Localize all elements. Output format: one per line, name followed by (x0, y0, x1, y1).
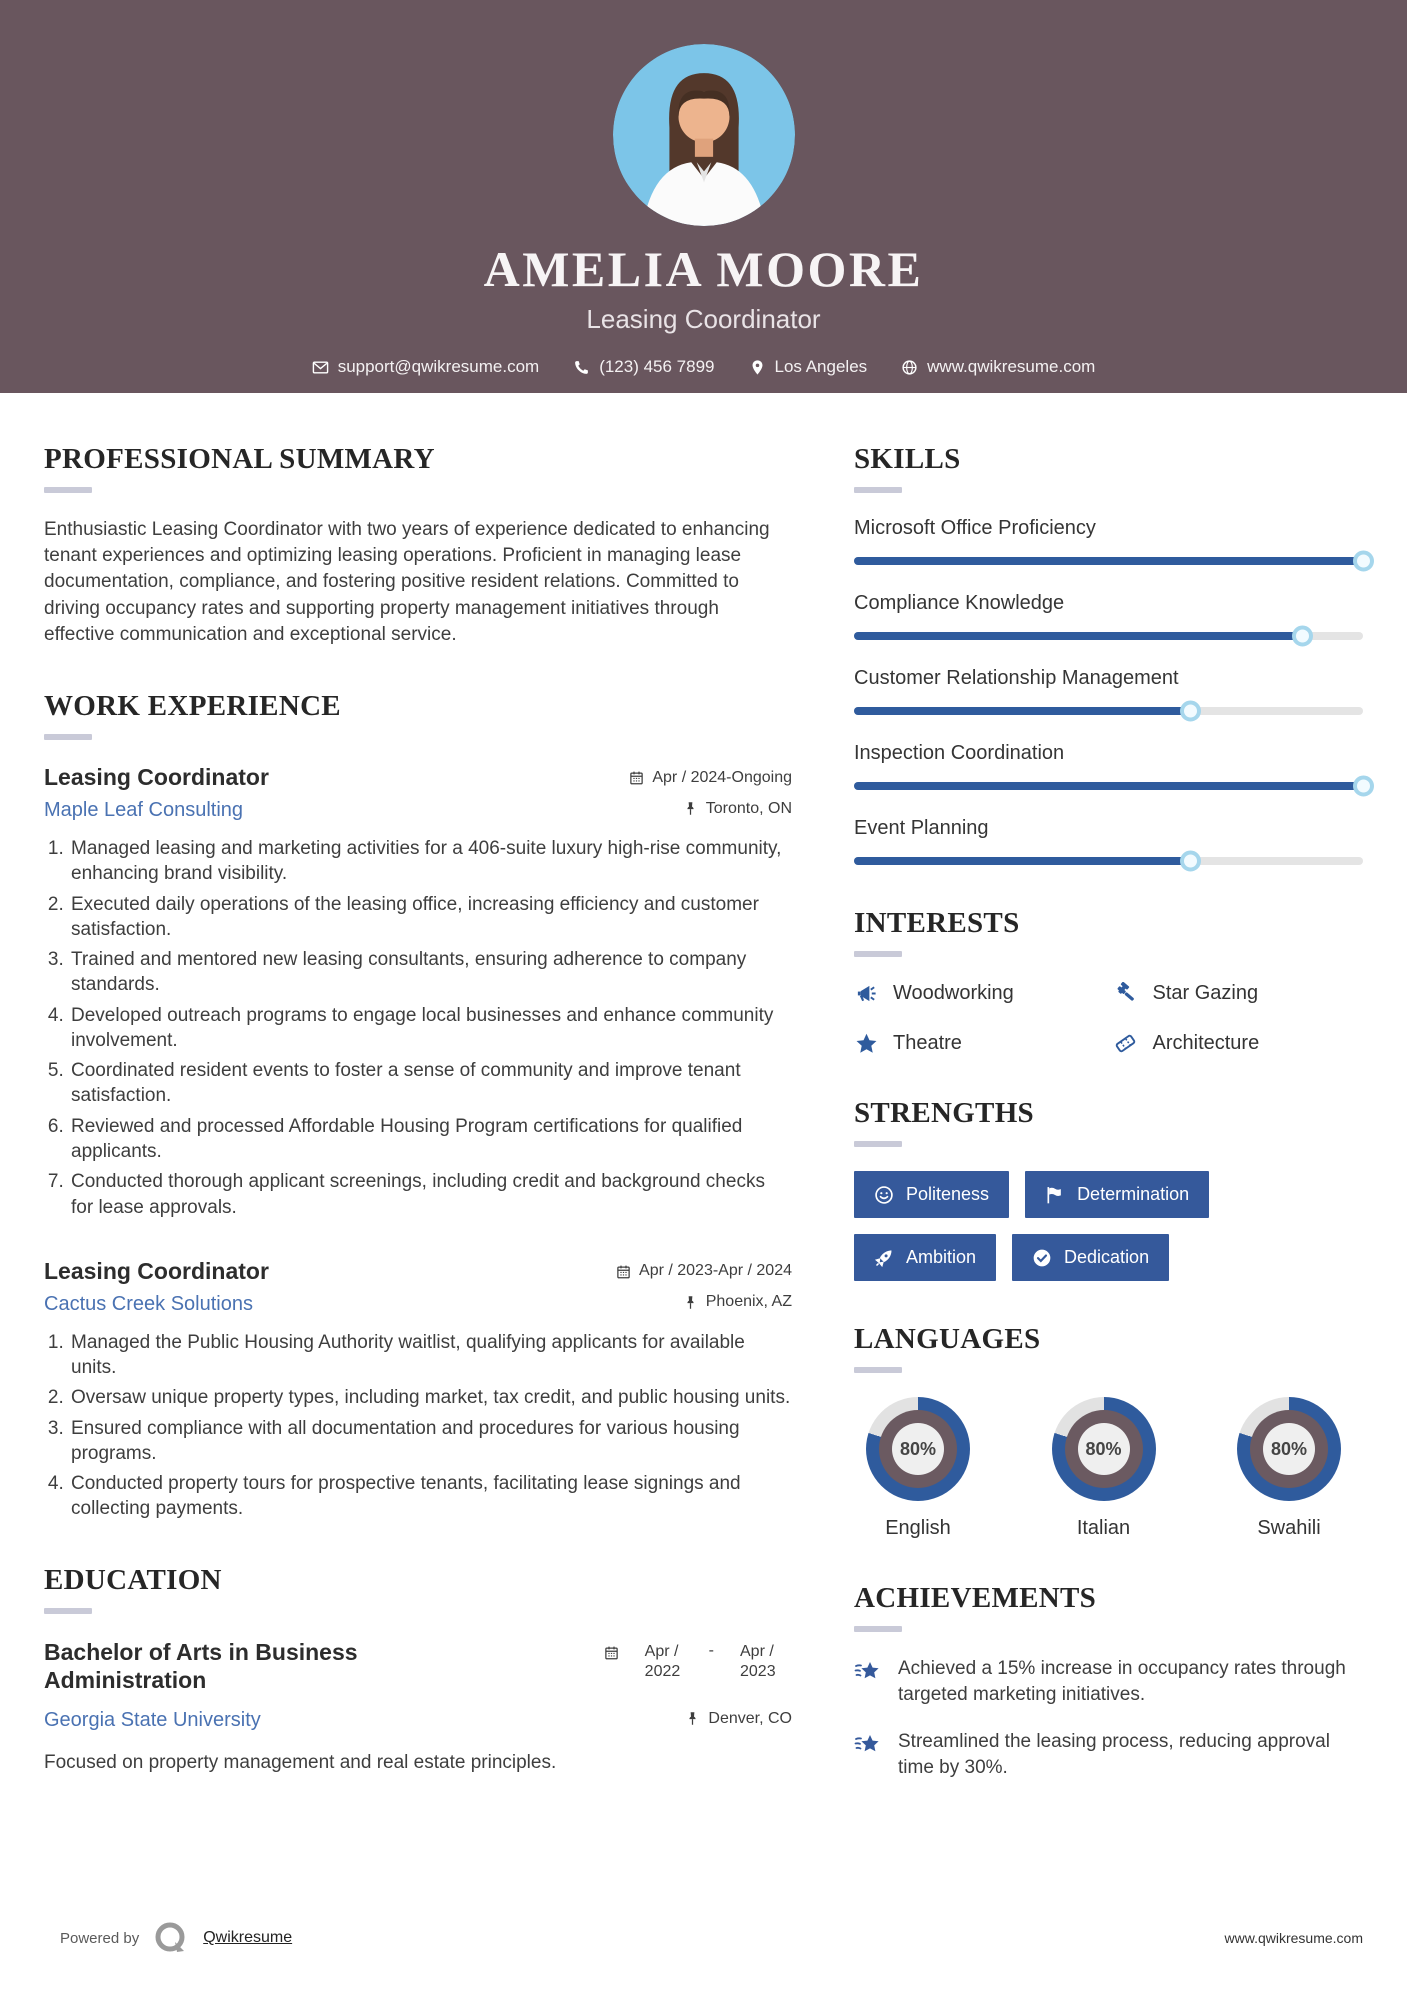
job-bullet: 3. Trained and mentored new leasing consultants, ensuring adherence to company standards. (69, 947, 792, 998)
skill-bar (854, 857, 1363, 865)
job-bullet: 7. Conducted thorough applicant screenings, including credit and background checks for lease approvals. (69, 1169, 792, 1220)
heading-underline (854, 1141, 902, 1147)
strength-label: Politeness (906, 1184, 990, 1204)
language-item (1040, 1397, 1168, 1540)
section-achievements (854, 1582, 1363, 1781)
language-donut-chart (1052, 1397, 1156, 1501)
job-bullet: 4. Conducted property tours for prospective tenants, facilitating lease signings and collecting payments. (69, 1471, 792, 1522)
language-label: Swahili (1257, 1517, 1321, 1539)
heading-underline (44, 1608, 92, 1614)
page-footer (0, 1904, 1407, 1990)
heading-underline (854, 1626, 902, 1632)
job-bullet: 4. Developed outreach programs to engage local businesses and enhance community involvement. (69, 1003, 792, 1054)
job-title: Leasing Coordinator (44, 1257, 269, 1284)
job-location (683, 1293, 792, 1311)
heading-underline (854, 487, 902, 493)
shooting-star-icon (854, 1658, 882, 1686)
achievement-text: Achieved a 15% increase in occupancy rates through targeted marketing initiatives. (898, 1658, 1346, 1705)
footer-website: www.qwikresume.com (1224, 1930, 1363, 1946)
skill-bar (854, 707, 1363, 715)
job-dates (616, 1262, 792, 1280)
job-dates-text: Apr / 2023-Apr / 2024 (639, 1262, 792, 1280)
profile-photo-illustration (613, 44, 795, 226)
language-percent: 80% (1078, 1423, 1130, 1475)
heading-underline (854, 1367, 902, 1373)
skill-fill (854, 632, 1302, 640)
gavel-icon (1114, 981, 1138, 1005)
language-item (854, 1397, 982, 1540)
degree-title: Bachelor of Arts in Business Administration (44, 1638, 358, 1694)
skill-slider-handle (1180, 701, 1201, 722)
skill-bar (854, 632, 1363, 640)
powered-by-text: Powered by (60, 1929, 140, 1947)
languages-heading: LANGUAGES (854, 1323, 1041, 1355)
contact-location (749, 357, 868, 377)
skill-item (854, 742, 1363, 790)
interest-item (1114, 981, 1364, 1005)
skill-label: Microsoft Office Proficiency (854, 517, 1096, 539)
section-professional-summary (44, 443, 792, 648)
language-label: Italian (1076, 1517, 1131, 1539)
job-bullet: 1. Managed the Public Housing Authority waitlist, qualifying applicants for available units. (69, 1330, 792, 1381)
skill-slider-handle (1353, 551, 1374, 572)
company-link[interactable]: Maple Leaf Consulting (44, 799, 244, 822)
strength-badge (854, 1234, 996, 1281)
interest-item (854, 981, 1104, 1005)
person-title: Leasing Coordinator (586, 304, 821, 334)
job-location (683, 800, 792, 818)
flag-icon (1045, 1185, 1065, 1205)
megaphone-icon (854, 981, 878, 1005)
education-date-separator: - (708, 1641, 714, 1659)
interest-item (854, 1031, 1104, 1055)
section-strengths (854, 1097, 1363, 1281)
job-entry (44, 1258, 792, 1522)
language-donut-chart (866, 1397, 970, 1501)
job-bullet: 3. Ensured compliance with all documentation and procedures for various housing programs. (69, 1416, 792, 1467)
language-percent: 80% (1263, 1423, 1315, 1475)
contact-website[interactable] (901, 357, 1095, 377)
language-donut-chart (1237, 1397, 1341, 1501)
strength-label: Ambition (906, 1247, 977, 1267)
job-bullet: 1. Managed leasing and marketing activities for a 406-suite luxury high-rise community, enhancing brand visibility. (69, 836, 792, 887)
skill-label: Compliance Knowledge (854, 592, 1065, 614)
strength-badge (1025, 1171, 1209, 1218)
language-item (1225, 1397, 1353, 1540)
strength-label: Dedication (1064, 1247, 1150, 1267)
education-date-start: Apr / 2022 (644, 1642, 681, 1681)
strength-label: Determination (1077, 1184, 1190, 1204)
skill-bar (854, 557, 1363, 565)
skill-fill (854, 557, 1363, 565)
skill-item (854, 592, 1363, 640)
contact-location-text: Los Angeles (774, 357, 868, 376)
heading-underline (44, 487, 92, 493)
interest-label: Architecture (1152, 1031, 1260, 1054)
section-education (44, 1564, 792, 1777)
skill-item (854, 517, 1363, 565)
qwikresume-brand-link[interactable]: Qwikresume (203, 1929, 293, 1946)
job-bullet-list (44, 1330, 792, 1522)
section-interests (854, 907, 1363, 1055)
job-dates (629, 769, 792, 787)
skill-slider-handle (1180, 851, 1201, 872)
contact-website-text: www.qwikresume.com (927, 357, 1096, 376)
heading-underline (44, 734, 92, 740)
job-bullet: 2. Oversaw unique property types, including market, tax credit, and public housing units. (69, 1385, 792, 1410)
contact-phone[interactable] (573, 357, 714, 377)
interest-label: Theatre (893, 1031, 962, 1054)
company-link[interactable]: Cactus Creek Solutions (44, 1292, 253, 1315)
star-icon (854, 1031, 878, 1055)
education-date-end: Apr / 2023 (740, 1642, 776, 1681)
skill-label: Inspection Coordination (854, 742, 1065, 764)
shooting-star-icon (854, 1731, 882, 1759)
interest-label: Woodworking (893, 981, 1014, 1004)
education-heading: EDUCATION (44, 1563, 222, 1596)
summary-text: Enthusiastic Leasing Coordinator with two years of experience dedicated to enhancing tenant experiences and optimizing leasing operations. Proficient in managing lease documentation, compliance, and fostering positive resident relations. Committed to driving occupancy rates and supporting property management initiatives through effective communication and exceptional service. (44, 519, 770, 645)
summary-heading: PROFESSIONAL SUMMARY (44, 443, 435, 475)
skill-slider-handle (1292, 626, 1313, 647)
strength-badge (854, 1171, 1009, 1218)
interests-heading: INTERESTS (854, 907, 1020, 939)
contact-phone-text: (123) 456 7899 (599, 357, 715, 376)
school-link[interactable]: Georgia State University (44, 1709, 261, 1732)
job-title: Leasing Coordinator (44, 764, 269, 791)
skill-bar (854, 782, 1363, 790)
skill-fill (854, 707, 1190, 715)
interest-item (1114, 1031, 1364, 1055)
experience-heading: WORK EXPERIENCE (44, 690, 341, 723)
strength-badge (1012, 1234, 1169, 1281)
ticket-icon (1114, 1031, 1138, 1055)
calendar-icon (616, 1264, 631, 1279)
job-bullet: 5. Coordinated resident events to foster a sense of community and improve tenant satisfaction. (69, 1058, 792, 1109)
thumbtack-icon (683, 801, 698, 816)
achievement-item (854, 1656, 1363, 1707)
job-bullet: 6. Reviewed and processed Affordable Housing Program certifications for qualified applicants. (69, 1114, 792, 1165)
left-column (44, 443, 792, 1823)
education-location-text: Denver, CO (708, 1709, 792, 1727)
achievements-heading: ACHIEVEMENTS (854, 1582, 1097, 1614)
phone-icon (573, 359, 590, 376)
location-pin-icon (749, 359, 766, 376)
smiley-icon (874, 1185, 894, 1205)
contact-email[interactable] (312, 357, 540, 377)
section-work-experience (44, 690, 792, 1522)
interest-label: Star Gazing (1152, 981, 1259, 1004)
calendar-icon (604, 1645, 619, 1660)
resume-header (0, 0, 1407, 393)
job-dates-text: Apr / 2024-Ongoing (652, 768, 792, 786)
skills-heading: SKILLS (854, 443, 961, 475)
strengths-heading: STRENGTHS (854, 1097, 1034, 1129)
contact-email-text: support@qwikresume.com (337, 357, 540, 376)
achievement-text: Streamlined the leasing process, reducing approval time by 30%. (898, 1731, 1330, 1778)
skill-fill (854, 782, 1363, 790)
resume-body (0, 393, 1407, 1823)
section-languages (854, 1323, 1363, 1540)
section-skills (854, 443, 1363, 865)
job-location-text: Phoenix, AZ (705, 1293, 792, 1311)
skill-item (854, 817, 1363, 865)
profile-photo (613, 44, 795, 226)
education-description: Focused on property management and real estate principles. (44, 1752, 557, 1774)
achievement-item (854, 1729, 1363, 1780)
right-column (854, 443, 1363, 1823)
skill-label: Event Planning (854, 817, 989, 839)
language-percent: 80% (892, 1423, 944, 1475)
calendar-icon (629, 770, 644, 785)
job-entry (44, 764, 792, 1220)
skill-label: Customer Relationship Management (854, 667, 1179, 689)
education-dates (604, 1638, 792, 1696)
person-name: AMELIA MOORE (483, 241, 924, 297)
check-circle-icon (1032, 1248, 1052, 1268)
job-location-text: Toronto, ON (705, 799, 792, 817)
language-label: English (885, 1517, 951, 1539)
thumbtack-icon (683, 1295, 698, 1310)
globe-icon (901, 359, 918, 376)
skill-item (854, 667, 1363, 715)
email-icon (312, 359, 329, 376)
qwikresume-logo-icon (153, 1920, 189, 1956)
thumbtack-icon (685, 1711, 700, 1726)
education-location (685, 1710, 792, 1728)
job-bullet: 2. Executed daily operations of the leasing office, increasing efficiency and customer satisfaction. (69, 892, 792, 943)
skill-fill (854, 857, 1190, 865)
heading-underline (854, 951, 902, 957)
skill-slider-handle (1353, 776, 1374, 797)
job-bullet-list (44, 836, 792, 1220)
contact-row (0, 357, 1407, 377)
rocket-icon (874, 1248, 894, 1268)
